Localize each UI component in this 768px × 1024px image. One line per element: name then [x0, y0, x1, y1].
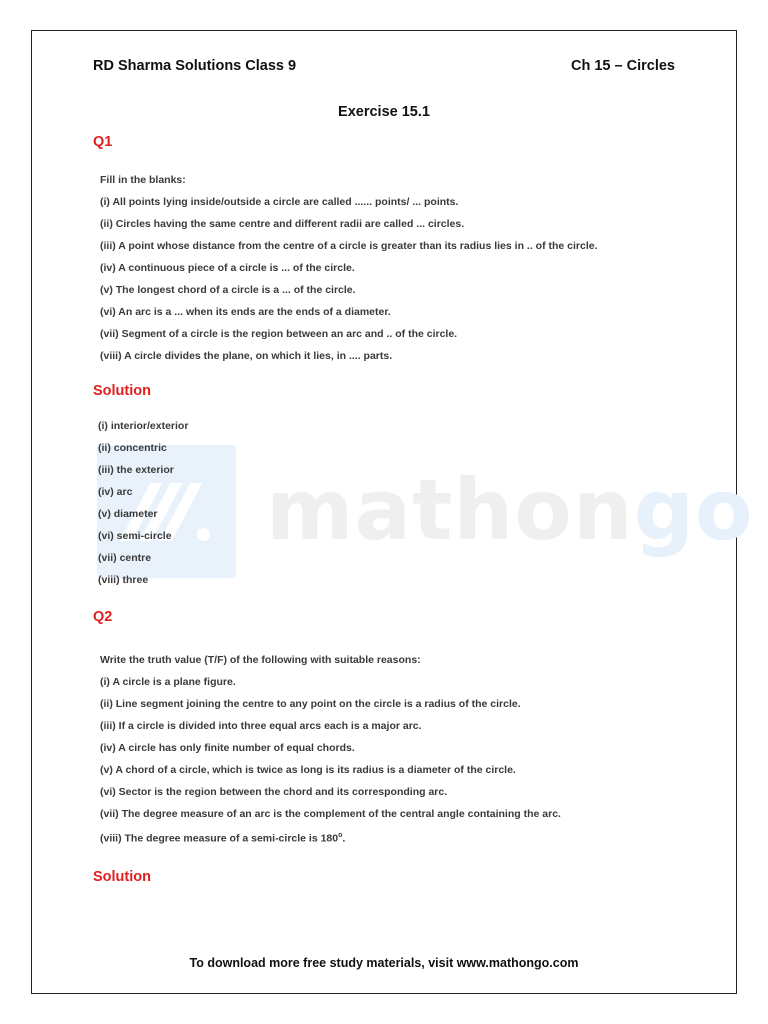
solution1-item: (v) diameter: [98, 508, 158, 520]
solution1-item: (iv) arc: [98, 486, 133, 498]
solution1-item: (viii) three: [98, 574, 149, 586]
q1-item: (v) The longest chord of a circle is a ... of the circle.: [100, 284, 356, 296]
q2-item: (iv) A circle has only finite number of equal chords.: [100, 742, 355, 754]
q1-item: (ii) Circles having the same centre and different radii are called ... circles.: [100, 218, 465, 230]
q1-item: (vii) Segment of a circle is the region between an arc and .. of the circle.: [100, 328, 458, 340]
q2-intro: Write the truth value (T/F) of the following with suitable reasons:: [100, 654, 421, 666]
q1-item: (vi) An arc is a ... when its ends are the ends of a diameter.: [100, 306, 391, 318]
exercise-title: Exercise 15.1: [338, 104, 430, 120]
q1-item: (iv) A continuous piece of a circle is ... of the circle.: [100, 262, 355, 274]
header-book-title: RD Sharma Solutions Class 9: [93, 58, 297, 74]
watermark-text: mathongo: [266, 461, 754, 559]
solution1-item: (ii) concentric: [98, 442, 167, 454]
q1-item: (i) All points lying inside/outside a circle are called ...... points/ ... points.: [100, 196, 459, 208]
q1-item: (iii) A point whose distance from the centre of a circle is greater than its radius lies in .. of the circle.: [100, 240, 598, 252]
solution1-item: (iii) the exterior: [98, 464, 174, 476]
solution1-item: (i) interior/exterior: [98, 420, 189, 432]
solution1-item: (vi) semi-circle: [98, 530, 172, 542]
q2-item: (iii) If a circle is divided into three equal arcs each is a major arc.: [100, 720, 422, 732]
solution2-heading: Solution: [93, 869, 151, 885]
q1-item: (viii) A circle divides the plane, on which it lies, in .... parts.: [100, 350, 393, 362]
q2-item: (ii) Line segment joining the centre to any point on the circle is a radius of the circle.: [100, 698, 521, 710]
q2-item: (viii) The degree measure of a semi-circle is 180$^o$.: [100, 832, 346, 845]
q2-item: (v) A chord of a circle, which is twice as long is its radius is a diameter of the circle.: [100, 764, 516, 776]
q2-item: (vi) Sector is the region between the chord and its corresponding arc.: [100, 786, 448, 798]
footer-download-note: To download more free study materials, visit www.mathongo.com: [189, 956, 579, 970]
q2-item: (i) A circle is a plane figure.: [100, 676, 236, 688]
q1-intro: Fill in the blanks:: [100, 174, 186, 186]
solution1-heading: Solution: [93, 383, 151, 399]
header-chapter: Ch 15 – Circles: [571, 58, 675, 74]
q2-heading: Q2: [93, 609, 113, 625]
solution1-item: (vii) centre: [98, 552, 152, 564]
q1-heading: Q1: [93, 134, 113, 150]
q2-item: (vii) The degree measure of an arc is the complement of the central angle containing the arc.: [100, 808, 561, 820]
